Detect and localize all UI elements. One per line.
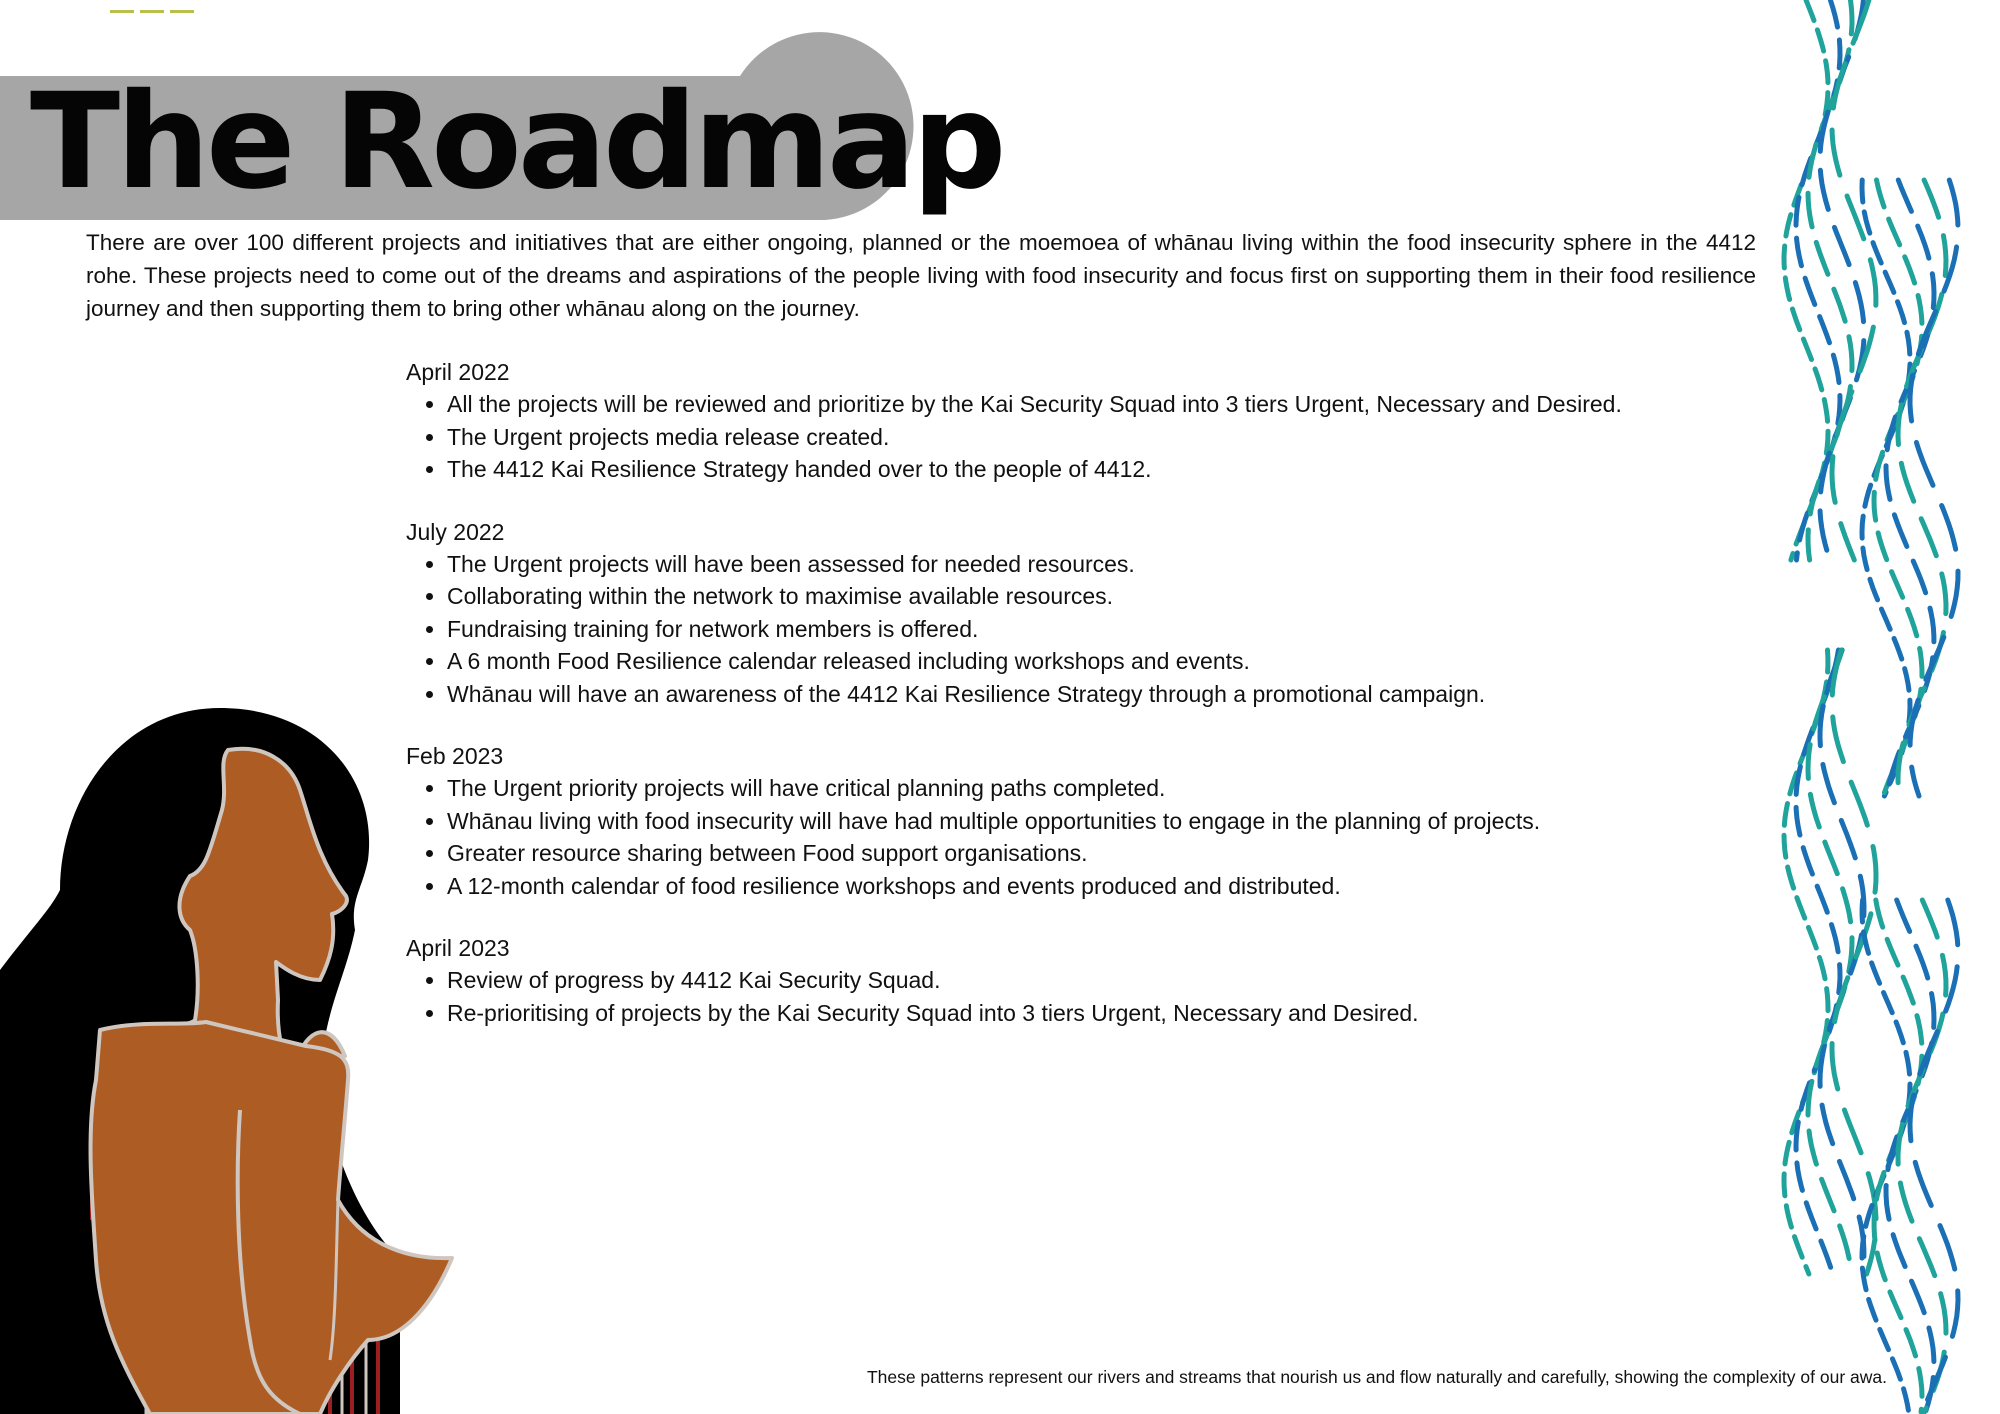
milestone-item: • Collaborating within the network to maximise available resources.: [447, 580, 1746, 613]
river-wave-pattern-icon: [1770, 0, 2000, 1414]
milestone-item: • All the projects will be reviewed and prioritize by the Kai Security Squad into 3 tiers Urgent, Necessary and Desired.: [447, 388, 1746, 421]
page-title: The Roadmap: [30, 65, 1003, 219]
intro-paragraph: There are over 100 different projects and initiatives that are either ongoing, planned or the moemoea of whānau living within the food insecurity sphere in the 4412 rohe. These projects need to come out of the dreams and aspirations of the people living with food insecurity and focus first on supporting them in their food resilience journey and then supporting them to bring other whānau along on the journey.: [86, 230, 1756, 321]
section-heading: July 2022: [406, 518, 505, 545]
top-accent-mark: [110, 0, 200, 3]
milestone-item: • Whānau living with food insecurity will have had multiple opportunities to engage in the planning of projects.: [447, 805, 1746, 838]
milestone-list: [406, 772, 1746, 902]
milestone-item: • Greater resource sharing between Food support organisations.: [447, 837, 1746, 870]
roadmap-timeline: [406, 356, 1746, 1059]
milestone-item: • The 4412 Kai Resilience Strategy handed over to the people of 4412.: [447, 453, 1746, 486]
woman-figure-illustration-icon: [0, 700, 470, 1414]
milestone-item: • Re-prioritising of projects by the Kai Security Squad into 3 tiers Urgent, Necessary and Desired.: [447, 997, 1746, 1030]
footer-caption: These patterns represent our rivers and streams that nourish us and flow naturally and carefully, showing the complexity of our awa.: [866, 1367, 1887, 1387]
milestone-list: [406, 388, 1746, 486]
milestone-list: [406, 548, 1746, 711]
milestone-item: • Review of progress by 4412 Kai Security Squad.: [447, 964, 1746, 997]
milestone-item: • The Urgent projects media release created.: [447, 421, 1746, 454]
milestone-item: • A 6 month Food Resilience calendar released including workshops and events.: [447, 645, 1746, 678]
milestone-item: • The Urgent priority projects will have critical planning paths completed.: [447, 772, 1746, 805]
milestone-item: • Whānau will have an awareness of the 4412 Kai Resilience Strategy through a promotional campaign.: [447, 678, 1746, 711]
milestone-list: [406, 964, 1746, 1029]
roadmap-section: [406, 740, 1746, 902]
roadmap-section: [406, 356, 1746, 486]
milestone-item: • A 12-month calendar of food resilience workshops and events produced and distributed.: [447, 870, 1746, 903]
milestone-item: • The Urgent projects will have been assessed for needed resources.: [447, 548, 1746, 581]
section-heading: Feb 2023: [406, 743, 504, 769]
milestone-item: • Fundraising training for network members is offered.: [447, 613, 1746, 646]
roadmap-section: [406, 516, 1746, 711]
section-heading: April 2022: [406, 359, 510, 385]
roadmap-section: [406, 932, 1746, 1029]
section-heading: April 2023: [406, 935, 510, 961]
